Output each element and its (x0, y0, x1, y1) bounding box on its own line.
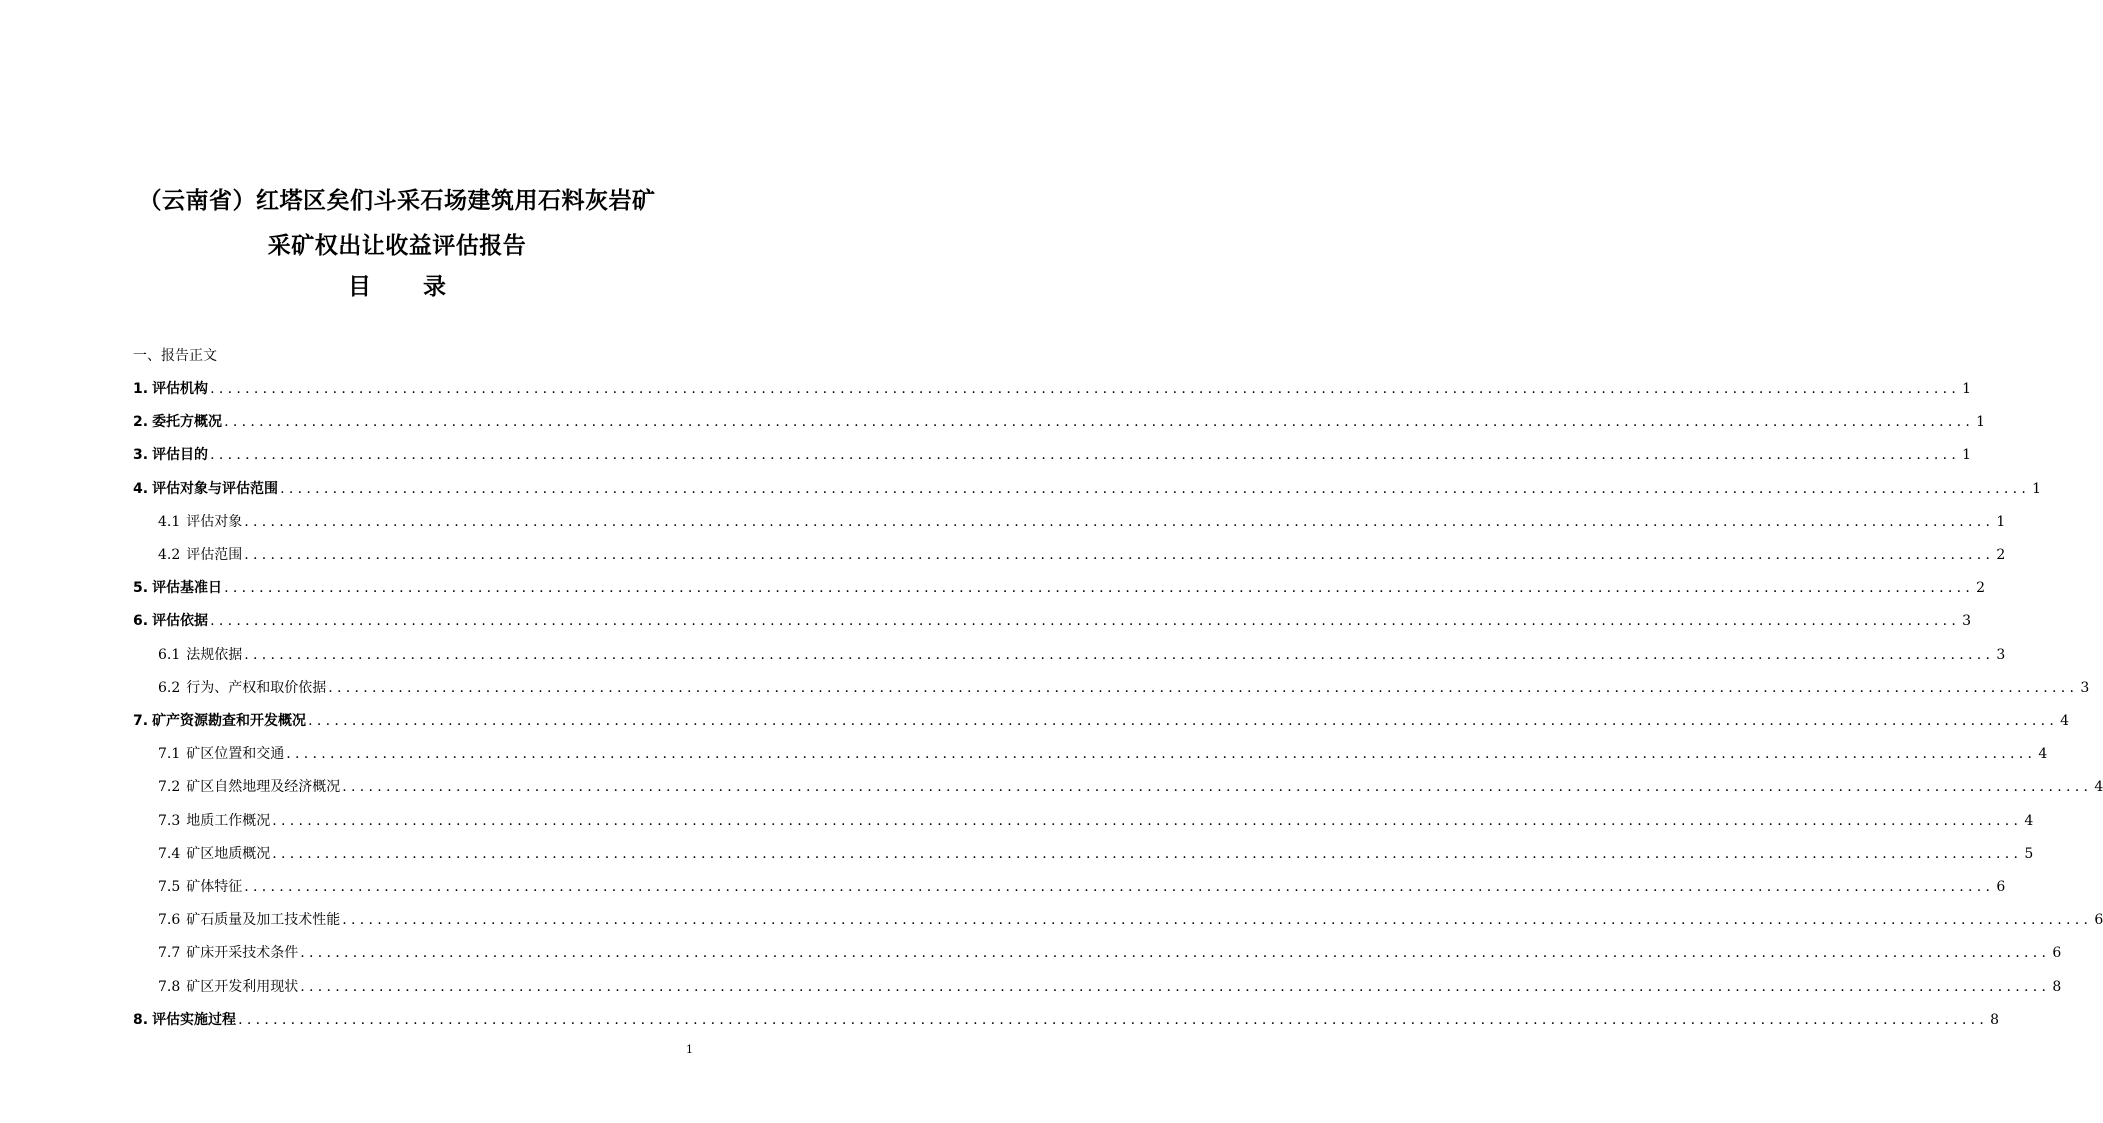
toc-dot-leader: ........................................................................................................................................................................................................ (286, 746, 2037, 763)
toc-entry-number: 7.1 (158, 746, 181, 763)
toc-entry[interactable] (133, 478, 2042, 500)
toc-entry-page: 4 (2038, 746, 2048, 763)
toc-entry-page: 6 (2052, 945, 2062, 962)
toc-entry-page: 6 (1996, 879, 2006, 895)
toc-entry-page: 3 (2080, 679, 2090, 696)
toc-entry-label: 行为、产权和取价依据 (186, 679, 327, 696)
toc-entry-label: 委托方概况 (152, 414, 223, 431)
toc-entry-label: 评估基准日 (152, 580, 223, 597)
toc-entry-page: 1 (1976, 414, 1986, 431)
toc-entry-number: 4. (133, 480, 149, 497)
toc-entry-number: 7.2 (158, 779, 181, 796)
toc-entry[interactable] (158, 942, 2062, 964)
toc-entry-number: 7.8 (158, 978, 181, 995)
toc-entry-number: 7.7 (158, 945, 181, 962)
toc-entry-number: 4.1 (158, 513, 181, 530)
toc-dot-leader: ........................................................................................................................................................................................................ (244, 879, 1995, 895)
toc-entry-page: 1 (1996, 513, 2006, 530)
toc-entry-number: 6.2 (158, 679, 181, 696)
toc-entry-number: 6. (133, 613, 149, 630)
toc-entry-label: 矿区开发利用现状 (186, 978, 299, 995)
toc-dot-leader: ........................................................................................................................................................................................................ (308, 713, 2059, 729)
toc-dot-leader: ........................................................................................................................................................................................................ (238, 1011, 1989, 1028)
toc-entry-label: 矿区自然地理及经济概况 (186, 779, 341, 796)
toc-entry-page: 4 (2094, 779, 2103, 796)
toc-dot-leader: ........................................................................................................................................................................................................ (328, 679, 2079, 696)
toc-entry-label: 矿体特征 (186, 879, 243, 895)
toc-dot-leader: ........................................................................................................................................................................................................ (280, 480, 2031, 497)
toc-entry[interactable] (133, 444, 1972, 466)
toc-dot-leader: ........................................................................................................................................................................................................ (224, 580, 1975, 597)
toc-entry-page: 8 (2052, 978, 2062, 995)
toc-entry-page: 3 (1996, 646, 2006, 663)
toc-entry-label: 评估范围 (186, 547, 243, 563)
toc-dot-leader: ........................................................................................................................................................................................................ (210, 381, 1961, 397)
toc-entry[interactable] (158, 776, 2103, 798)
toc-entry[interactable] (158, 909, 2103, 931)
toc-entry-number: 7.6 (158, 912, 181, 929)
toc-dot-leader: ........................................................................................................................................................................................................ (210, 613, 1961, 630)
toc-entry-page: 4 (2024, 812, 2034, 829)
toc-entry[interactable] (158, 511, 2006, 533)
toc-entry[interactable] (133, 1009, 2000, 1031)
toc-entry[interactable] (158, 976, 2062, 998)
toc-entry-label: 地质工作概况 (186, 812, 271, 829)
toc-entry-label: 矿区位置和交通 (186, 746, 285, 763)
toc-entry[interactable] (158, 644, 2006, 666)
toc-entry-page: 5 (2024, 845, 2034, 862)
toc-entry-page: 6 (2094, 912, 2103, 929)
toc-entry-label: 矿床开采技术条件 (186, 945, 299, 962)
toc-entry[interactable] (133, 710, 2070, 732)
toc-dot-leader: ........................................................................................................................................................................................................ (300, 945, 2051, 962)
toc-dot-leader: ........................................................................................................................................................................................................ (244, 513, 1995, 530)
toc-entry-label: 评估对象与评估范围 (152, 480, 279, 497)
section-heading: 一、报告正文 (133, 348, 217, 364)
toc-entry[interactable] (133, 378, 1972, 400)
toc-entry-label: 矿区地质概况 (186, 845, 271, 862)
toc-entry-number: 4.2 (158, 547, 181, 563)
toc-entry-page: 1 (1962, 447, 1972, 464)
toc-entry[interactable] (158, 876, 2006, 898)
toc-entry-label: 评估实施过程 (152, 1011, 237, 1028)
toc-entry-label: 评估依据 (152, 613, 209, 630)
toc-entry-label: 评估目的 (152, 447, 209, 464)
footer-page-number: 1 (686, 1043, 693, 1056)
toc-entry-number: 5. (133, 580, 149, 597)
toc-heading-left: 目 (348, 274, 371, 300)
toc-entry[interactable] (158, 810, 2034, 832)
toc-entry-page: 1 (2032, 480, 2042, 497)
toc-entry[interactable] (133, 411, 1986, 433)
toc-heading-right: 录 (423, 274, 446, 300)
toc-entry[interactable] (133, 610, 1972, 632)
toc-entry-number: 8. (133, 1011, 149, 1028)
toc-entry-number: 3. (133, 447, 149, 464)
toc-dot-leader: ........................................................................................................................................................................................................ (342, 779, 2093, 796)
toc-entry-number: 7. (133, 713, 149, 729)
toc-entry-number: 7.5 (158, 879, 181, 895)
toc-dot-leader: ........................................................................................................................................................................................................ (342, 912, 2093, 929)
toc-entry-label: 评估对象 (186, 513, 243, 530)
toc-entry[interactable] (133, 577, 1986, 599)
toc-dot-leader: ........................................................................................................................................................................................................ (272, 845, 2023, 862)
toc-entry-number: 7.3 (158, 812, 181, 829)
report-title-line2: 采矿权出让收益评估报告 (267, 233, 527, 259)
toc-entry[interactable] (158, 843, 2034, 865)
toc-entry-label: 评估机构 (152, 381, 209, 397)
toc-entry-page: 1 (1962, 381, 1972, 397)
toc-dot-leader: ........................................................................................................................................................................................................ (272, 812, 2023, 829)
toc-dot-leader: ........................................................................................................................................................................................................ (300, 978, 2051, 995)
toc-entry-page: 3 (1962, 613, 1972, 630)
toc-entry[interactable] (158, 743, 2048, 765)
toc-dot-leader: ........................................................................................................................................................................................................ (244, 547, 1995, 563)
toc-entry-number: 2. (133, 414, 149, 431)
toc-entry[interactable] (158, 544, 2006, 566)
toc-entry-page: 4 (2060, 713, 2070, 729)
toc-entry-label: 矿产资源勘查和开发概况 (152, 713, 307, 729)
toc-entry-number: 6.1 (158, 646, 181, 663)
report-title-line1: （云南省）红塔区矣们斗采石场建筑用石料灰岩矿 (138, 188, 656, 214)
toc-entry-page: 2 (1996, 547, 2006, 563)
toc-heading (0, 268, 794, 301)
toc-entry-label: 矿石质量及加工技术性能 (186, 912, 341, 929)
toc-dot-leader: ........................................................................................................................................................................................................ (224, 414, 1975, 431)
toc-entry-number: 1. (133, 381, 149, 397)
toc-entry-page: 2 (1976, 580, 1986, 597)
toc-dot-leader: ........................................................................................................................................................................................................ (210, 447, 1961, 464)
toc-dot-leader: ........................................................................................................................................................................................................ (244, 646, 1995, 663)
toc-entry[interactable] (158, 677, 2090, 699)
toc-entry-label: 法规依据 (186, 646, 243, 663)
toc-entry-page: 8 (1990, 1011, 2000, 1028)
toc-entry-number: 7.4 (158, 845, 181, 862)
